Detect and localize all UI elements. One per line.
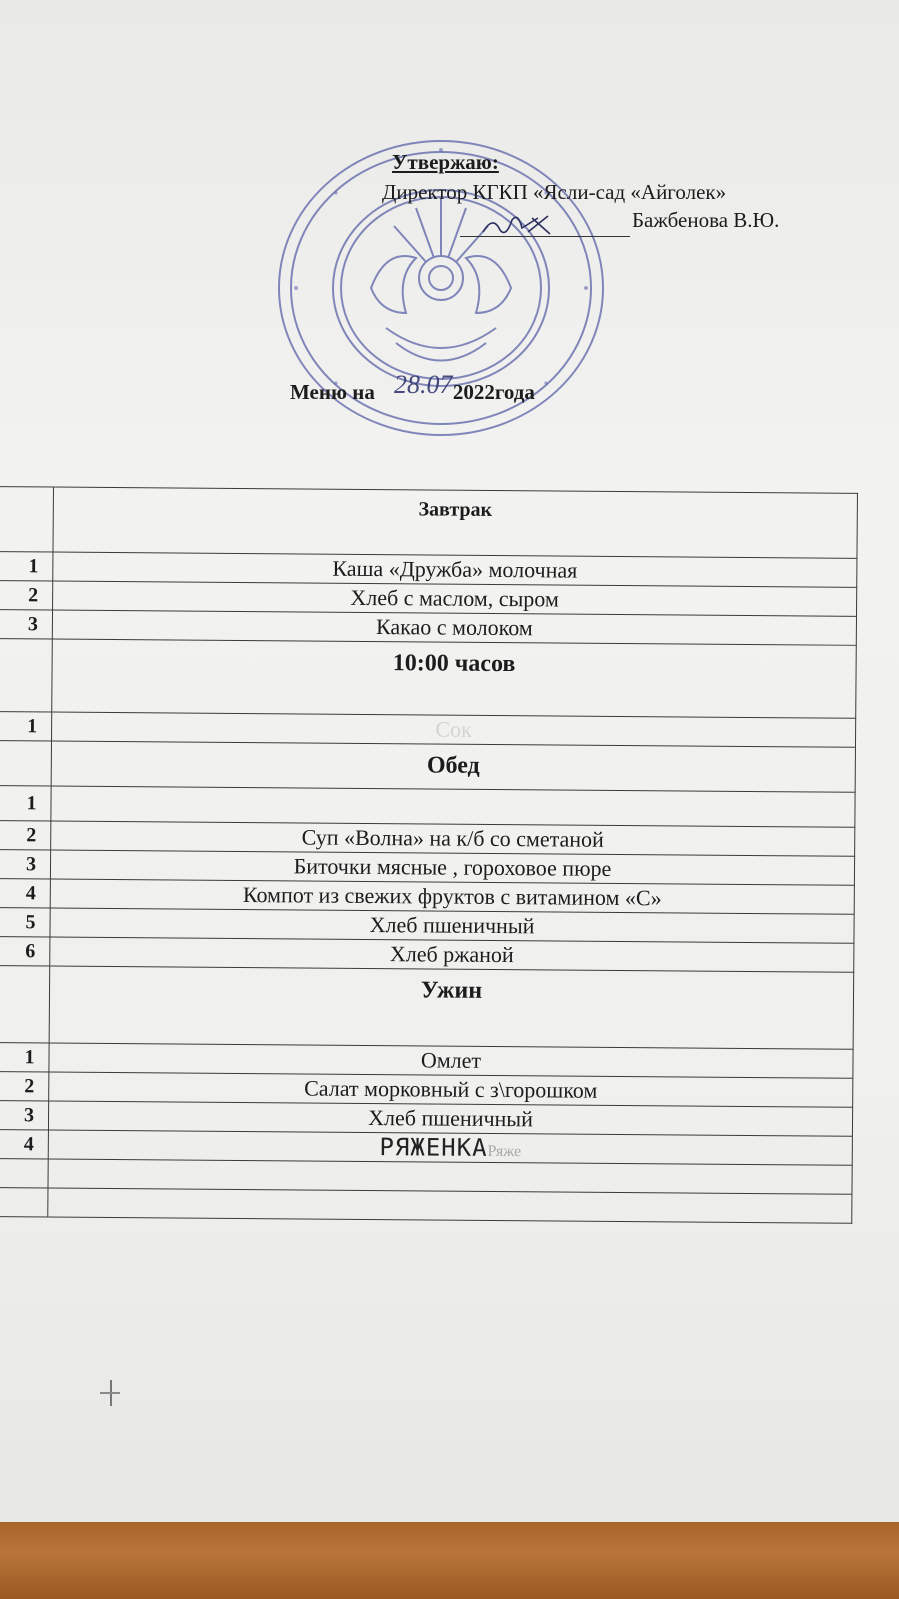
section-header: Обед [51, 741, 855, 792]
row-number: 1 [0, 785, 51, 820]
dish-cell: Сок [51, 712, 855, 747]
row-number: 5 [0, 907, 50, 936]
row-number: 3 [0, 849, 51, 878]
section-row-lunch [0, 740, 855, 792]
section-num-cell [0, 487, 53, 552]
dish-cell: Салат морковный с з\горошком [49, 1072, 853, 1107]
row-number [0, 1158, 48, 1187]
approval-block [0, 0, 899, 480]
row-number: 2 [0, 1071, 49, 1100]
dish-cell [48, 1188, 852, 1223]
section-header: Завтрак [53, 487, 857, 558]
section-header: 10:00 часов [52, 639, 857, 718]
dish-cell: Биточки мясные , гороховое пюре [50, 850, 854, 885]
dish-cell: Суп «Волна» на к/б со сметаной [51, 821, 855, 856]
approval-role: Директор КГКП «Ясли-сад «Айголек» [382, 180, 727, 204]
dish-cell: Омлет [49, 1043, 853, 1078]
menu-title-prefix: Меню на [290, 380, 375, 404]
section-row-dinner [0, 965, 854, 1049]
dish-cell: Хлеб ржаной [50, 937, 854, 972]
row-number: 4 [0, 1129, 48, 1158]
dish-cell: Хлеб с маслом, сыром [53, 581, 857, 616]
wooden-desk [0, 1522, 899, 1599]
table-row-empty [0, 1187, 852, 1223]
dish-cell: Хлеб пшеничный [50, 908, 854, 943]
section-num-cell [0, 638, 52, 711]
menu-table [0, 486, 858, 1224]
pin-mark [100, 1392, 120, 1394]
row-number [0, 1187, 48, 1216]
section-row-snack [0, 638, 856, 718]
dish-cell: Компот из свежих фруктов с витамином «С» [50, 879, 854, 914]
dish-cell: Хлеб пшеничный [48, 1101, 852, 1136]
handwritten-dish: РЯЖЕНКА [379, 1133, 488, 1162]
row-number: 6 [0, 936, 50, 965]
dish-cell: Какао с молоком [52, 610, 856, 645]
dish-cell: Каша «Дружба» молочная [53, 552, 857, 587]
row-number: 4 [0, 878, 50, 907]
director-name: Бажбенова В.Ю. [632, 208, 780, 232]
row-number: 3 [0, 1100, 49, 1129]
section-num-cell [0, 965, 50, 1042]
row-number: 1 [0, 552, 53, 581]
section-header: Ужин [49, 966, 854, 1049]
menu-title-suffix: 2022года [452, 380, 535, 404]
handwritten-dish-faded: Ряже [487, 1142, 522, 1161]
section-num-cell [0, 740, 51, 785]
row-number: 1 [0, 711, 52, 740]
section-row-breakfast [0, 487, 857, 559]
row-number: 3 [0, 610, 53, 639]
approval-heading: Утвержаю: [392, 150, 499, 174]
handwritten-signature [478, 210, 558, 240]
row-number: 2 [0, 581, 53, 610]
row-number: 2 [0, 820, 51, 849]
row-number: 1 [0, 1042, 49, 1071]
menu-date-handwritten: 28.07 [394, 370, 453, 399]
